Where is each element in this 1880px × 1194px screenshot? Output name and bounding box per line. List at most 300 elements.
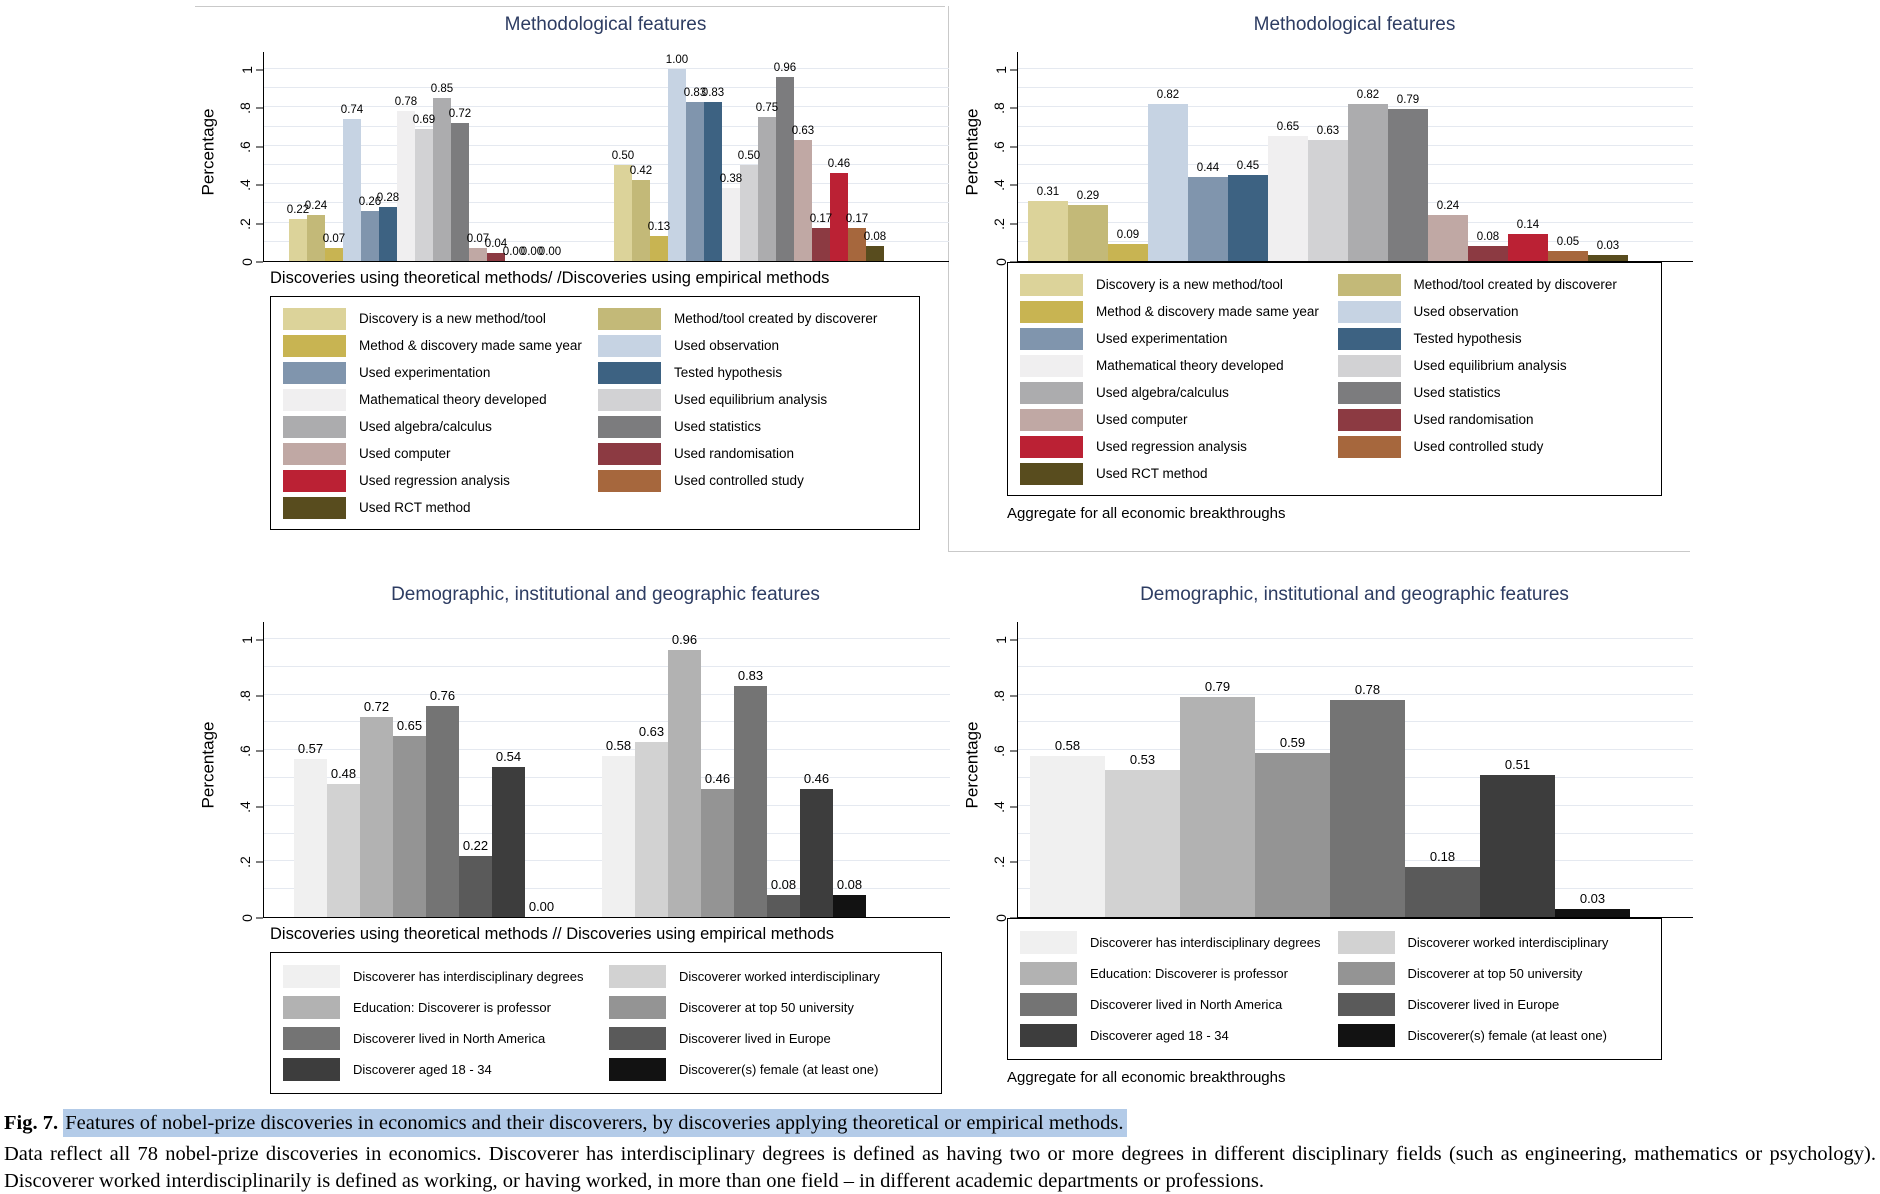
- y-tick-mark: [1010, 806, 1017, 807]
- legend-item: [598, 359, 907, 386]
- bar-value-label: 0.57: [297, 740, 324, 756]
- bar: [360, 717, 393, 917]
- legend-label: Used computer: [359, 446, 451, 461]
- legend-item: [609, 1023, 929, 1054]
- bar-slot: [394, 69, 418, 261]
- legend-label: Discoverer at top 50 university: [679, 1000, 854, 1015]
- bar-slot: [1428, 69, 1468, 261]
- bar: [1255, 753, 1330, 917]
- y-axis-title: [959, 42, 985, 262]
- bar-value-label: 0.79: [1204, 679, 1231, 695]
- legend-item: [598, 440, 907, 467]
- bar: [1548, 251, 1588, 261]
- legend-item: [1020, 927, 1332, 958]
- bar-slot: [1405, 639, 1480, 917]
- bar-value-label: 0.82: [1356, 88, 1380, 101]
- y-tick-label: .4: [237, 179, 254, 192]
- bar-value-label: 0.08: [863, 230, 887, 243]
- bar-value-label: 0.14: [1516, 219, 1540, 232]
- legend-label: Used statistics: [1413, 385, 1501, 400]
- legend-swatch: [598, 416, 661, 438]
- legend-item: [283, 305, 592, 332]
- bar-value-label: 0.00: [502, 246, 526, 258]
- y-tick-label: .6: [237, 140, 254, 153]
- legend-swatch: [598, 335, 661, 357]
- legend-item: [1338, 271, 1650, 298]
- bar-value-label: 0.59: [1279, 734, 1306, 750]
- bar-slot: [701, 639, 734, 917]
- caption-line: [4, 1112, 1876, 1135]
- bar: [289, 219, 307, 261]
- y-axis-title: [959, 612, 985, 918]
- bar-value-label: 0.46: [803, 771, 830, 787]
- bar-slot: [459, 639, 492, 917]
- legend-label: Method & discovery made same year: [359, 338, 582, 353]
- bar-value-label: 0.78: [1354, 682, 1381, 698]
- legend-label: Discoverer(s) female (at least one): [1407, 1028, 1607, 1043]
- bar-value-label: 1.00: [665, 54, 689, 66]
- legend-label: Used regression analysis: [359, 473, 510, 488]
- y-tick-mark: [256, 806, 263, 807]
- y-axis: [221, 52, 264, 266]
- bar-value-label: 0.08: [1476, 230, 1500, 243]
- y-tick-label: .8: [991, 689, 1008, 702]
- y-tick-mark: [1010, 918, 1017, 919]
- y-tick-mark: [1010, 185, 1017, 186]
- bar: [1508, 234, 1548, 261]
- bar-value-label: 0.24: [304, 199, 328, 212]
- bar-group: [611, 54, 887, 261]
- bar-slot: [1108, 69, 1148, 261]
- legend-item: [1338, 989, 1650, 1020]
- legend-swatch: [283, 389, 346, 411]
- legend-swatch: [1020, 962, 1077, 985]
- bar: [602, 756, 635, 917]
- bar: [1405, 867, 1480, 917]
- legend-swatch: [283, 1058, 340, 1081]
- legend-item: [598, 413, 907, 440]
- legend-label: Used RCT method: [359, 500, 471, 515]
- legend-swatch: [1020, 274, 1083, 296]
- bar: [1308, 140, 1348, 261]
- legend-item: [1338, 325, 1650, 352]
- bar-slot: [520, 69, 544, 261]
- y-tick-label: 1: [993, 66, 1010, 74]
- bar: [794, 140, 812, 261]
- legend-swatch: [1020, 382, 1083, 404]
- bar-slot: [800, 639, 833, 917]
- bar: [1108, 244, 1148, 261]
- legend-label: Discoverer at top 50 university: [1407, 966, 1583, 981]
- bar: [614, 165, 632, 261]
- y-tick-mark: [1010, 146, 1017, 147]
- bar-slot: [1068, 69, 1108, 261]
- legend-swatch: [1020, 328, 1083, 350]
- bar-slot: [833, 639, 866, 917]
- bar: [1468, 246, 1508, 261]
- bar: [1030, 756, 1105, 917]
- y-axis-title-text: Percentage: [198, 721, 218, 809]
- legend-swatch: [1020, 301, 1083, 323]
- bar-value-label: 0.07: [322, 232, 346, 245]
- y-axis-title-text: Percentage: [198, 108, 218, 196]
- bar-slot: [1255, 639, 1330, 917]
- bar: [433, 98, 451, 261]
- bar: [327, 784, 360, 917]
- bar: [397, 111, 415, 261]
- legend-swatch: [598, 470, 661, 492]
- legend-label: Used randomisation: [1413, 412, 1534, 427]
- bar-value-label: 0.17: [845, 213, 869, 226]
- legend-item: [598, 386, 907, 413]
- bar: [668, 650, 701, 917]
- chart-panel-methodological-split: [195, 6, 945, 530]
- bar-slot: [426, 639, 459, 917]
- chart-title: Demographic, institutional and geographic features: [391, 584, 820, 605]
- legend-item: [1338, 1020, 1650, 1051]
- bar: [1148, 104, 1188, 261]
- bar: [379, 207, 397, 261]
- y-tick-label: .8: [991, 102, 1008, 115]
- bar-group: [1028, 69, 1628, 261]
- y-tick-label: .6: [991, 745, 1008, 758]
- bar: [1028, 201, 1068, 261]
- legend-item: [1020, 352, 1332, 379]
- legend-item: [598, 332, 907, 359]
- bar-slot: [502, 69, 526, 261]
- bar-value-label: 0.79: [1396, 94, 1420, 107]
- legend: [1007, 262, 1662, 496]
- legend-label: Discoverer aged 18 - 34: [1090, 1028, 1229, 1043]
- bar: [701, 789, 734, 917]
- legend-label: Discoverer has interdisciplinary degrees: [1090, 935, 1321, 950]
- bar: [1348, 104, 1388, 261]
- legend-swatch: [609, 996, 666, 1019]
- bar-slot: [827, 69, 851, 261]
- bar: [459, 856, 492, 917]
- y-tick-mark: [1010, 751, 1017, 752]
- bar: [740, 165, 758, 261]
- legend-swatch: [1020, 436, 1083, 458]
- bar: [758, 117, 776, 261]
- bar-value-label: 0.65: [396, 718, 423, 734]
- legend-swatch: [1338, 328, 1401, 350]
- y-axis-title-text: Percentage: [962, 721, 982, 809]
- legend-item: [1020, 271, 1332, 298]
- chart-title: Demographic, institutional and geographic features: [1140, 584, 1569, 605]
- bar-value-label: 0.69: [412, 113, 436, 126]
- figure-caption: [0, 1112, 1880, 1194]
- legend-item: [609, 1054, 929, 1085]
- bar-value-label: 0.09: [1116, 228, 1140, 241]
- bar: [734, 686, 767, 917]
- bar-value-label: 0.74: [340, 103, 364, 116]
- panel-divider-right: [948, 551, 1690, 552]
- legend-item: [1020, 379, 1332, 406]
- y-tick-label: .8: [237, 102, 254, 115]
- bar: [1228, 175, 1268, 261]
- bar-value-label: 0.46: [704, 771, 731, 787]
- legend-item: [1020, 433, 1332, 460]
- y-axis: [221, 622, 264, 922]
- bar-slot: [322, 69, 346, 261]
- legend-swatch: [283, 335, 346, 357]
- legend-item: [283, 1023, 603, 1054]
- bar-slot: [492, 639, 525, 917]
- legend-label: Education: Discoverer is professor: [353, 1000, 551, 1015]
- y-tick-label: 1: [239, 636, 256, 644]
- bar: [492, 767, 525, 917]
- bar-slot: [863, 69, 887, 261]
- y-tick-mark: [1010, 862, 1017, 863]
- bar-slot: [1508, 69, 1548, 261]
- y-tick-mark: [256, 108, 263, 109]
- legend-item: [1338, 406, 1650, 433]
- y-tick-label: 0: [993, 258, 1010, 266]
- y-tick-mark: [256, 223, 263, 224]
- legend-label: Used experimentation: [359, 365, 491, 380]
- y-axis-title-text: Percentage: [962, 108, 982, 196]
- legend-label: Used equilibrium analysis: [674, 392, 828, 407]
- legend-swatch: [283, 965, 340, 988]
- legend-item: [609, 961, 929, 992]
- figure-label: Fig. 7.: [4, 1112, 59, 1134]
- bar-slot: [1588, 69, 1628, 261]
- bar-value-label: 0.58: [1054, 737, 1081, 753]
- legend-swatch: [1020, 409, 1083, 431]
- legend-swatch: [283, 497, 346, 519]
- legend-item: [283, 467, 592, 494]
- legend-item: [283, 992, 603, 1023]
- bar: [1068, 205, 1108, 261]
- y-tick-label: 1: [993, 636, 1010, 644]
- bar-slot: [1028, 69, 1068, 261]
- y-tick-mark: [256, 751, 263, 752]
- bar-value-label: 0.53: [1129, 751, 1156, 767]
- plot-wrap: [195, 42, 945, 266]
- legend-item: [1020, 958, 1332, 989]
- bar-value-label: 0.22: [462, 837, 489, 853]
- bar-value-label: 0.00: [538, 246, 562, 258]
- chart-panel-demographic-split: [195, 576, 945, 1094]
- bar-slot: [791, 69, 815, 261]
- legend-label: Mathematical theory developed: [1096, 358, 1284, 373]
- y-axis: [985, 622, 1018, 922]
- bar-value-label: 0.00: [520, 246, 544, 258]
- bar-value-label: 0.28: [376, 192, 400, 205]
- y-tick-label: .6: [237, 745, 254, 758]
- legend-item: [1020, 1020, 1332, 1051]
- legend-swatch: [1020, 1024, 1077, 1047]
- legend-item: [1020, 460, 1332, 487]
- legend-label: Used controlled study: [1413, 439, 1544, 454]
- bar-value-label: 0.83: [701, 86, 725, 99]
- bar-value-label: 0.63: [791, 125, 815, 138]
- bar: [812, 228, 830, 261]
- chart-panel-methodological-aggregate: [959, 6, 1689, 530]
- bar: [1268, 136, 1308, 261]
- bar: [635, 742, 668, 917]
- y-tick-mark: [1010, 695, 1017, 696]
- bar-value-label: 0.75: [755, 102, 779, 114]
- legend-label: Discoverer has interdisciplinary degrees: [353, 969, 584, 984]
- y-tick-label: .6: [991, 140, 1008, 153]
- bar-value-label: 0.13: [647, 221, 671, 234]
- bar-value-label: 0.08: [770, 876, 797, 892]
- legend-swatch: [283, 996, 340, 1019]
- legend-swatch: [1338, 1024, 1395, 1047]
- bar-value-label: 0.31: [1036, 186, 1060, 199]
- y-tick-label: .4: [991, 800, 1008, 813]
- legend-swatch: [598, 443, 661, 465]
- y-tick-mark: [1010, 70, 1017, 71]
- bar-slot: [525, 639, 558, 917]
- bar-slot: [1330, 639, 1405, 917]
- bar-value-label: 0.07: [466, 232, 490, 245]
- bar-slot: [412, 69, 436, 261]
- bar-slot: [1180, 639, 1255, 917]
- legend-swatch: [1338, 993, 1395, 1016]
- legend-swatch: [1020, 355, 1083, 377]
- y-axis-title: [195, 42, 221, 262]
- legend-label: Used observation: [674, 338, 780, 353]
- legend-swatch: [598, 389, 661, 411]
- y-tick-mark: [256, 70, 263, 71]
- legend-item: [283, 386, 592, 413]
- legend-swatch: [1338, 301, 1401, 323]
- legend-swatch: [1020, 993, 1077, 1016]
- legend-item: [283, 413, 592, 440]
- y-tick-label: 0: [239, 914, 256, 922]
- bar-value-label: 0.96: [671, 632, 698, 648]
- y-tick-label: .2: [237, 856, 254, 869]
- legend-item: [1338, 298, 1650, 325]
- bar-group: [294, 639, 558, 917]
- bar: [1330, 700, 1405, 917]
- bar: [800, 789, 833, 917]
- legend-label: Method & discovery made same year: [1096, 304, 1319, 319]
- bar-slot: [737, 69, 761, 261]
- legend-item: [598, 467, 907, 494]
- legend-item: [1338, 927, 1650, 958]
- bar-slot: [430, 69, 454, 261]
- legend-label: Discovery is a new method/tool: [359, 311, 546, 326]
- y-tick-mark: [1010, 108, 1017, 109]
- y-tick-mark: [1010, 262, 1017, 263]
- legend-swatch: [1338, 436, 1401, 458]
- bar-slot: [1468, 69, 1508, 261]
- y-tick-label: .2: [991, 856, 1008, 869]
- plot-area: [264, 42, 949, 262]
- legend-item: [1020, 298, 1332, 325]
- bar-slot: [1348, 69, 1388, 261]
- y-tick-mark: [256, 262, 263, 263]
- legend-item: [598, 305, 907, 332]
- bar-slot: [1480, 639, 1555, 917]
- bar-value-label: 0.58: [605, 737, 632, 753]
- legend-item: [283, 332, 592, 359]
- bar: [1388, 109, 1428, 261]
- legend-label: Used equilibrium analysis: [1413, 358, 1567, 373]
- legend-label: Used observation: [1413, 304, 1519, 319]
- chart-title: Methodological features: [1253, 14, 1456, 35]
- bar-slot: [358, 69, 382, 261]
- legend-swatch: [1020, 931, 1077, 954]
- x-axis-label: Discoveries using theoretical methods // Discoveries using empirical methods: [270, 925, 834, 943]
- bar-value-label: 0.82: [1156, 88, 1180, 101]
- bar-value-label: 0.24: [1436, 199, 1460, 212]
- bar: [1588, 255, 1628, 261]
- legend-label: Used statistics: [674, 419, 762, 434]
- y-tick-label: 0: [993, 914, 1010, 922]
- bar: [1480, 775, 1555, 917]
- legend-label: Discoverer lived in North America: [1090, 997, 1283, 1012]
- legend-swatch: [283, 308, 346, 330]
- bar-slot: [647, 69, 671, 261]
- plot-wrap: [195, 612, 945, 922]
- legend-label: Used computer: [1096, 412, 1188, 427]
- legend-label: Used experimentation: [1096, 331, 1228, 346]
- bar: [776, 77, 794, 261]
- bar-slot: [602, 639, 635, 917]
- legend-item: [283, 440, 592, 467]
- legend-label: Tested hypothesis: [674, 365, 783, 380]
- plot-area: [1018, 612, 1693, 918]
- bar: [1188, 177, 1228, 261]
- bar: [686, 102, 704, 261]
- y-axis: [985, 52, 1018, 266]
- bar-value-label: 0.50: [611, 150, 635, 162]
- legend-swatch: [283, 362, 346, 384]
- y-tick-mark: [256, 918, 263, 919]
- bar-value-label: 0.18: [1429, 848, 1456, 864]
- legend-swatch: [1338, 382, 1401, 404]
- y-tick-label: .2: [991, 217, 1008, 230]
- bar-slot: [1228, 69, 1268, 261]
- legend-label: Used algebra/calculus: [359, 419, 492, 434]
- plot-area: [1018, 42, 1693, 262]
- plot-wrap: [959, 42, 1689, 266]
- bar: [343, 119, 361, 261]
- y-axis-title: [195, 612, 221, 918]
- bar: [361, 211, 379, 261]
- bar-slot: [393, 639, 426, 917]
- bar: [294, 759, 327, 917]
- bar: [833, 895, 866, 917]
- y-tick-mark: [256, 185, 263, 186]
- legend-swatch: [1020, 463, 1083, 485]
- bar-value-label: 0.63: [1316, 125, 1340, 138]
- bar-value-label: 0.08: [836, 876, 863, 892]
- legend-item: [609, 992, 929, 1023]
- bar-group: [286, 69, 562, 261]
- caption-body: Data reflect all 78 nobel-prize discoveries in economics. Discoverer has interdisciplinary degrees is defined as having two or more degrees in different disciplinary fields (such as engineering, mathematics or psychology). Discoverer worked interdisciplinarily is defined as working, or having worked, in more than one field – in different academic departments or professions.: [4, 1143, 1876, 1193]
- y-tick-label: .8: [237, 689, 254, 702]
- plot-area: [264, 612, 950, 918]
- bar-slot: [286, 69, 310, 261]
- y-tick-label: .4: [237, 800, 254, 813]
- legend-label: Mathematical theory developed: [359, 392, 547, 407]
- bar-value-label: 0.83: [737, 668, 764, 684]
- legend-swatch: [283, 443, 346, 465]
- chart-title: Methodological features: [504, 14, 707, 35]
- x-axis-label: Discoveries using theoretical methods/ /Discoveries using empirical methods: [270, 269, 830, 287]
- bar: [767, 895, 800, 917]
- bar-value-label: 0.05: [1556, 236, 1580, 249]
- bar-value-label: 0.72: [363, 698, 390, 714]
- bar-slot: [668, 632, 701, 917]
- legend-item: [283, 1054, 603, 1085]
